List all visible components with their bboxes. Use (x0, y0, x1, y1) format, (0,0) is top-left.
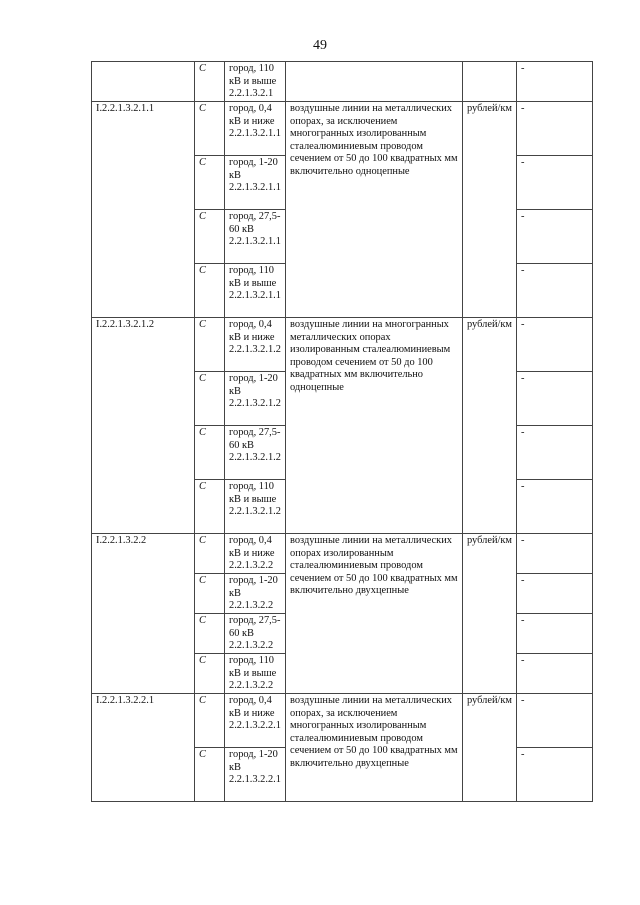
row-zone: город, 27,5-60 кВ 2.2.1.3.2.1.2 (225, 426, 286, 480)
row-code: I.2.2.1.3.2.2.1 (92, 694, 195, 802)
row-symbol: С (195, 574, 225, 614)
row-unit: рублей/км (463, 102, 517, 318)
tariff-table (91, 61, 593, 802)
table-row (92, 102, 593, 156)
row-value: - (517, 372, 593, 426)
row-value: - (517, 694, 593, 748)
row-value: - (517, 264, 593, 318)
row-zone: город, 0,4 кВ и ниже 2.2.1.3.2.1.2 (225, 318, 286, 372)
row-unit: рублей/км (463, 318, 517, 534)
table-row (92, 694, 593, 748)
row-value: - (517, 614, 593, 654)
row-symbol: С (195, 264, 225, 318)
row-symbol: С (195, 426, 225, 480)
row-unit: рублей/км (463, 534, 517, 694)
row-zone: город, 110 кВ и выше 2.2.1.3.2.1.2 (225, 480, 286, 534)
row-zone: город, 1-20 кВ 2.2.1.3.2.1.2 (225, 372, 286, 426)
row-symbol: С (195, 156, 225, 210)
row-description: воздушные линии на металлических опорах, за исключением многогранных изолированным сталеалюминиевым проводом сечением от 50 до 100 квадратных мм включительно одноцепные (286, 102, 463, 318)
row-value: - (517, 534, 593, 574)
row-symbol: С (195, 534, 225, 574)
row-zone: город, 110 кВ и выше 2.2.1.3.2.1 (225, 62, 286, 102)
row-value: - (517, 318, 593, 372)
row-zone: город, 1-20 кВ 2.2.1.3.2.2.1 (225, 748, 286, 802)
row-zone: город, 27,5-60 кВ 2.2.1.3.2.1.1 (225, 210, 286, 264)
row-unit: рублей/км (463, 694, 517, 802)
table-row (92, 62, 593, 102)
row-value: - (517, 210, 593, 264)
row-symbol: С (195, 614, 225, 654)
row-symbol: С (195, 694, 225, 748)
row-value: - (517, 426, 593, 480)
row-code: I.2.2.1.3.2.1.1 (92, 102, 195, 318)
row-description (286, 62, 463, 102)
row-zone: город, 1-20 кВ 2.2.1.3.2.2 (225, 574, 286, 614)
row-unit (463, 62, 517, 102)
row-symbol: С (195, 318, 225, 372)
row-symbol: С (195, 62, 225, 102)
row-zone: город, 1-20 кВ 2.2.1.3.2.1.1 (225, 156, 286, 210)
row-description: воздушные линии на металлических опорах изолированным сталеалюминиевым проводом сечением от 50 до 100 квадратных мм включительно двухцепные (286, 534, 463, 694)
page-number: 49 (313, 38, 327, 53)
row-code: I.2.2.1.3.2.2 (92, 534, 195, 694)
table-row (92, 534, 593, 574)
row-symbol: С (195, 480, 225, 534)
row-value: - (517, 654, 593, 694)
row-zone: город, 0,4 кВ и ниже 2.2.1.3.2.1.1 (225, 102, 286, 156)
row-zone: город, 110 кВ и выше 2.2.1.3.2.2 (225, 654, 286, 694)
row-value: - (517, 102, 593, 156)
row-description: воздушные линии на металлических опорах, за исключением многогранных изолированным сталеалюминиевым проводом сечением от 50 до 100 квадратных мм включительно двухцепные (286, 694, 463, 802)
row-code (92, 62, 195, 102)
row-symbol: С (195, 372, 225, 426)
row-symbol: С (195, 102, 225, 156)
row-code: I.2.2.1.3.2.1.2 (92, 318, 195, 534)
row-value: - (517, 748, 593, 802)
row-value: - (517, 574, 593, 614)
row-zone: город, 0,4 кВ и ниже 2.2.1.3.2.2 (225, 534, 286, 574)
row-zone: город, 27,5-60 кВ 2.2.1.3.2.2 (225, 614, 286, 654)
row-value: - (517, 156, 593, 210)
row-symbol: С (195, 654, 225, 694)
row-value: - (517, 480, 593, 534)
table-row (92, 318, 593, 372)
row-symbol: С (195, 210, 225, 264)
row-description: воздушные линии на многогранных металлических опорах изолированным сталеалюминиевым проводом сечением от 50 до 100 квадратных мм включительно одноцепные (286, 318, 463, 534)
row-zone: город, 110 кВ и выше 2.2.1.3.2.1.1 (225, 264, 286, 318)
row-zone: город, 0,4 кВ и ниже 2.2.1.3.2.2.1 (225, 694, 286, 748)
row-value: - (517, 62, 593, 102)
row-symbol: С (195, 748, 225, 802)
